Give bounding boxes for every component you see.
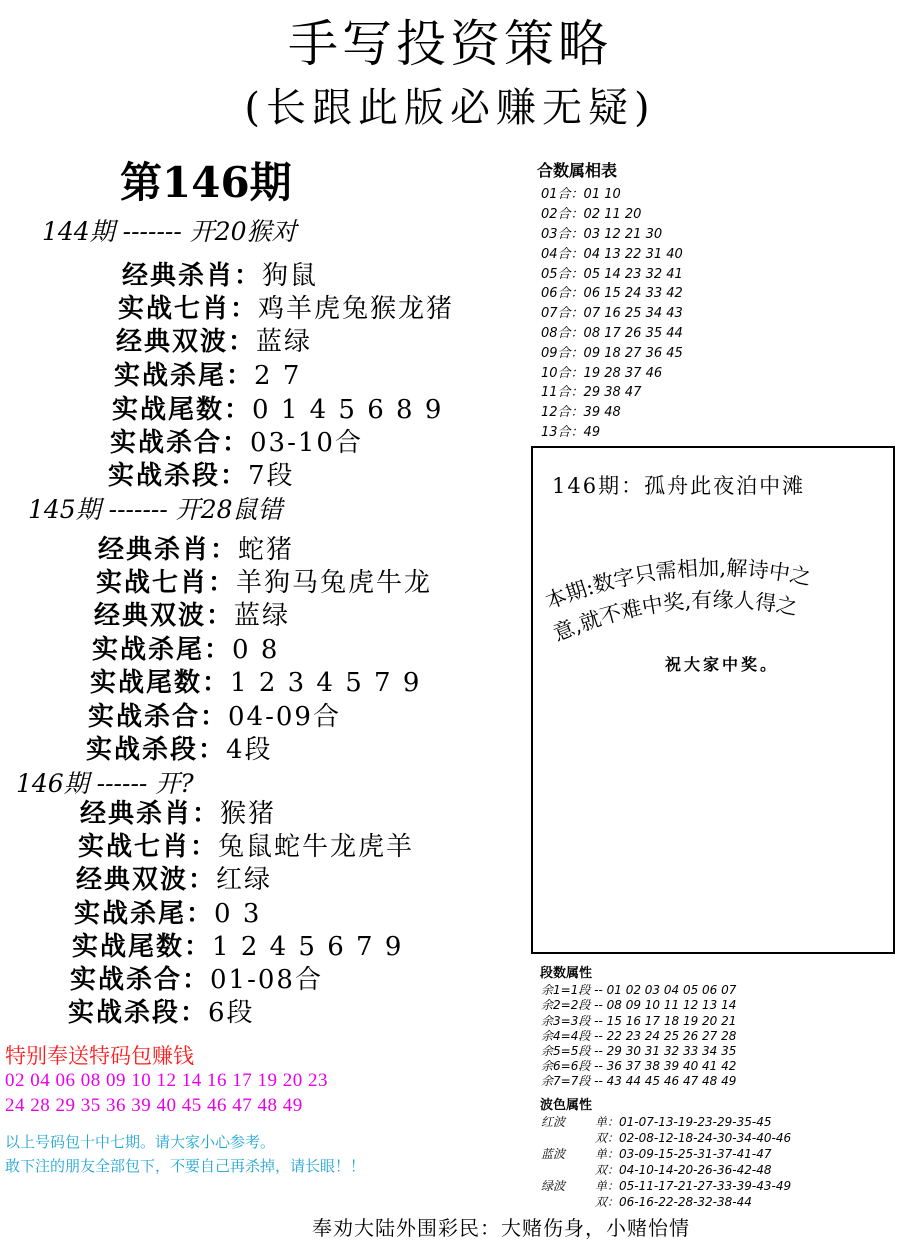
prediction-row bbox=[88, 696, 341, 733]
prediction-row bbox=[114, 355, 301, 392]
row-label: 实战七肖： bbox=[118, 294, 259, 324]
wave-nums: 02-08-12-18-24-30-34-40-46 bbox=[619, 1131, 792, 1145]
prediction-row bbox=[80, 793, 276, 830]
segment-row: 余1=1段 -- 01 02 03 04 05 06 07 bbox=[541, 983, 737, 997]
sum-table-row: 13合：49 bbox=[541, 425, 601, 440]
prediction-row bbox=[70, 959, 323, 996]
wave-type: 单： bbox=[595, 1147, 620, 1161]
row-value: 蓝绿 bbox=[256, 327, 313, 357]
row-label: 经典杀肖： bbox=[98, 535, 239, 565]
segment-table-title: 段数属性 bbox=[540, 966, 593, 981]
wave-nums: 03-09-15-25-31-37-41-47 bbox=[619, 1147, 772, 1161]
wave-table-title: 波色属性 bbox=[540, 1098, 593, 1113]
row-value: 蛇猪 bbox=[238, 535, 295, 565]
wave-type: 双： bbox=[595, 1163, 620, 1177]
sum-table-row: 05合：05 14 23 32 41 bbox=[541, 267, 683, 282]
segment-row: 余2=2段 -- 08 09 10 11 12 13 14 bbox=[541, 998, 737, 1012]
wave-row bbox=[541, 1161, 771, 1178]
wave-type: 双： bbox=[595, 1195, 620, 1209]
wave-row bbox=[541, 1177, 791, 1194]
period-headline-146: 146期 ------ 开? bbox=[16, 769, 194, 798]
sum-table-row: 08合：08 17 26 35 44 bbox=[541, 326, 683, 341]
row-value: 1 2 3 4 5 7 9 bbox=[230, 668, 422, 698]
special-numbers-line-2: 24 28 29 35 36 39 40 45 46 47 48 49 bbox=[5, 1095, 303, 1116]
prediction-row bbox=[108, 455, 295, 492]
segment-row: 余7=7段 -- 43 44 45 46 47 48 49 bbox=[541, 1074, 737, 1088]
poem-title: 146期：孤舟此夜泊中滩 bbox=[552, 474, 806, 498]
row-value: 羊狗马兔虎牛龙 bbox=[236, 568, 433, 598]
row-value: 蓝绿 bbox=[234, 601, 291, 631]
row-label: 实战杀合： bbox=[110, 428, 251, 458]
row-label: 实战七肖： bbox=[78, 832, 219, 862]
prediction-row bbox=[78, 826, 414, 863]
wave-nums: 05-11-17-21-27-33-39-43-49 bbox=[619, 1179, 792, 1193]
prediction-row bbox=[118, 288, 454, 325]
row-value: 04-09合 bbox=[228, 702, 341, 732]
prediction-row bbox=[96, 562, 432, 599]
prediction-row bbox=[86, 729, 273, 766]
note-line-1: 以上号码包十中七期。请大家小心参考。 bbox=[5, 1135, 276, 1151]
wave-type: 双： bbox=[595, 1131, 620, 1145]
poem-line-2-path: 意,就不难中奖,有缘人得之 bbox=[549, 587, 800, 646]
wave-type: 单： bbox=[595, 1179, 620, 1193]
sum-table-row: 03合：03 12 21 30 bbox=[541, 227, 663, 242]
sum-table-row: 11合：29 38 47 bbox=[541, 385, 642, 400]
prediction-row bbox=[92, 629, 279, 666]
sum-table-row: 12合：39 48 bbox=[541, 405, 621, 420]
row-label: 实战杀尾： bbox=[92, 635, 233, 665]
row-label: 实战杀段： bbox=[108, 461, 249, 491]
row-value: 2 7 bbox=[254, 361, 302, 391]
row-value: 兔鼠蛇牛龙虎羊 bbox=[218, 832, 415, 862]
prediction-row bbox=[90, 662, 421, 699]
segment-row: 余5=5段 -- 29 30 31 32 33 34 35 bbox=[541, 1044, 737, 1058]
row-value: 01-08合 bbox=[210, 965, 323, 995]
special-numbers-line-1: 02 04 06 08 09 10 12 14 16 17 19 20 23 bbox=[5, 1070, 328, 1091]
note-line-2: 敢下注的朋友全部包下，不要自己再杀掉，请长眼！！ bbox=[5, 1159, 366, 1175]
wave-nums: 01-07-13-19-23-29-35-45 bbox=[619, 1115, 772, 1129]
sum-table-title: 合数属相表 bbox=[537, 161, 618, 180]
segment-row: 余6=6段 -- 36 37 38 39 40 41 42 bbox=[541, 1059, 737, 1073]
sum-table-row: 10合：19 28 37 46 bbox=[541, 366, 663, 381]
sum-table-row: 06合：06 15 24 33 42 bbox=[541, 286, 683, 301]
row-value: 猴猪 bbox=[220, 799, 277, 829]
row-label: 实战杀尾： bbox=[114, 361, 255, 391]
prediction-row bbox=[112, 389, 443, 426]
page-subtitle: (长跟此版必赚无疑) bbox=[244, 85, 656, 131]
row-label: 实战杀尾： bbox=[74, 899, 215, 929]
sum-table-row: 01合：01 10 bbox=[541, 187, 621, 202]
row-label: 实战杀段： bbox=[86, 735, 227, 765]
prediction-row bbox=[122, 255, 318, 292]
row-label: 经典杀肖： bbox=[80, 799, 221, 829]
wave-nums: 04-10-14-20-26-36-42-48 bbox=[619, 1163, 772, 1177]
row-value: 4段 bbox=[226, 735, 273, 765]
row-value: 6段 bbox=[208, 998, 255, 1028]
sum-table-row: 04合：04 13 22 31 40 bbox=[541, 247, 683, 262]
row-value: 鸡羊虎兔猴龙猪 bbox=[258, 294, 455, 324]
period-headline-144: 144期 ------- 开20猴对 bbox=[42, 217, 297, 246]
row-label: 经典双波： bbox=[94, 601, 235, 631]
row-label: 实战杀段： bbox=[68, 998, 209, 1028]
wave-row bbox=[541, 1145, 771, 1162]
row-value: 红绿 bbox=[216, 865, 273, 895]
row-label: 实战尾数： bbox=[112, 395, 253, 425]
blessing-text: 祝大家中奖。 bbox=[665, 655, 780, 674]
wave-row bbox=[541, 1129, 791, 1146]
row-label: 经典双波： bbox=[116, 327, 257, 357]
page-title: 手写投资策略 bbox=[288, 15, 612, 73]
row-value: 03-10合 bbox=[250, 428, 363, 458]
segment-row: 余4=4段 -- 22 23 24 25 26 27 28 bbox=[541, 1029, 737, 1043]
prediction-row bbox=[98, 529, 294, 566]
row-value: 0 1 4 5 6 8 9 bbox=[252, 395, 444, 425]
prediction-row bbox=[76, 859, 272, 896]
row-label: 实战杀合： bbox=[88, 702, 229, 732]
row-value: 狗鼠 bbox=[262, 261, 319, 291]
wave-name: 绿波 bbox=[541, 1179, 566, 1193]
prediction-row bbox=[116, 321, 312, 358]
sum-table-row: 07合：07 16 25 34 43 bbox=[541, 306, 683, 321]
wave-row bbox=[541, 1113, 771, 1130]
sum-table-row: 02合：02 11 20 bbox=[541, 207, 642, 222]
issue-title: 第146期 bbox=[120, 158, 292, 207]
wave-name: 红波 bbox=[541, 1115, 566, 1129]
poem-curved-text bbox=[537, 530, 895, 650]
row-value: 1 2 4 5 6 7 9 bbox=[212, 932, 404, 962]
prediction-row bbox=[68, 992, 255, 1029]
row-label: 经典杀肖： bbox=[122, 261, 263, 291]
wave-nums: 06-16-22-28-32-38-44 bbox=[619, 1195, 752, 1209]
row-label: 实战尾数： bbox=[90, 668, 231, 698]
prediction-row bbox=[74, 893, 261, 930]
row-label: 实战尾数： bbox=[72, 932, 213, 962]
row-label: 实战七肖： bbox=[96, 568, 237, 598]
row-label: 实战杀合： bbox=[70, 965, 211, 995]
prediction-row bbox=[94, 595, 290, 632]
poem-line-1-path: 本期:数字只需相加,解诗中之 bbox=[542, 555, 814, 614]
sum-table-row: 09合：09 18 27 36 45 bbox=[541, 346, 683, 361]
period-headline-145: 145期 ------- 开28鼠错 bbox=[28, 495, 283, 524]
segment-row: 余3=3段 -- 15 16 17 18 19 20 21 bbox=[541, 1014, 737, 1028]
wave-row bbox=[541, 1193, 752, 1210]
row-label: 经典双波： bbox=[76, 865, 217, 895]
special-title: 特别奉送特码包赚钱 bbox=[5, 1044, 194, 1068]
prediction-row bbox=[72, 926, 403, 963]
wave-name: 蓝波 bbox=[541, 1147, 566, 1161]
prediction-row bbox=[110, 422, 363, 459]
footer-text: 奉劝大陆外围彩民：大赌伤身，小赌怡情 bbox=[312, 1216, 690, 1240]
wave-type: 单： bbox=[595, 1115, 620, 1129]
row-value: 7段 bbox=[248, 461, 295, 491]
row-value: 0 8 bbox=[232, 635, 280, 665]
row-value: 0 3 bbox=[214, 899, 262, 929]
poem-box bbox=[531, 446, 895, 954]
